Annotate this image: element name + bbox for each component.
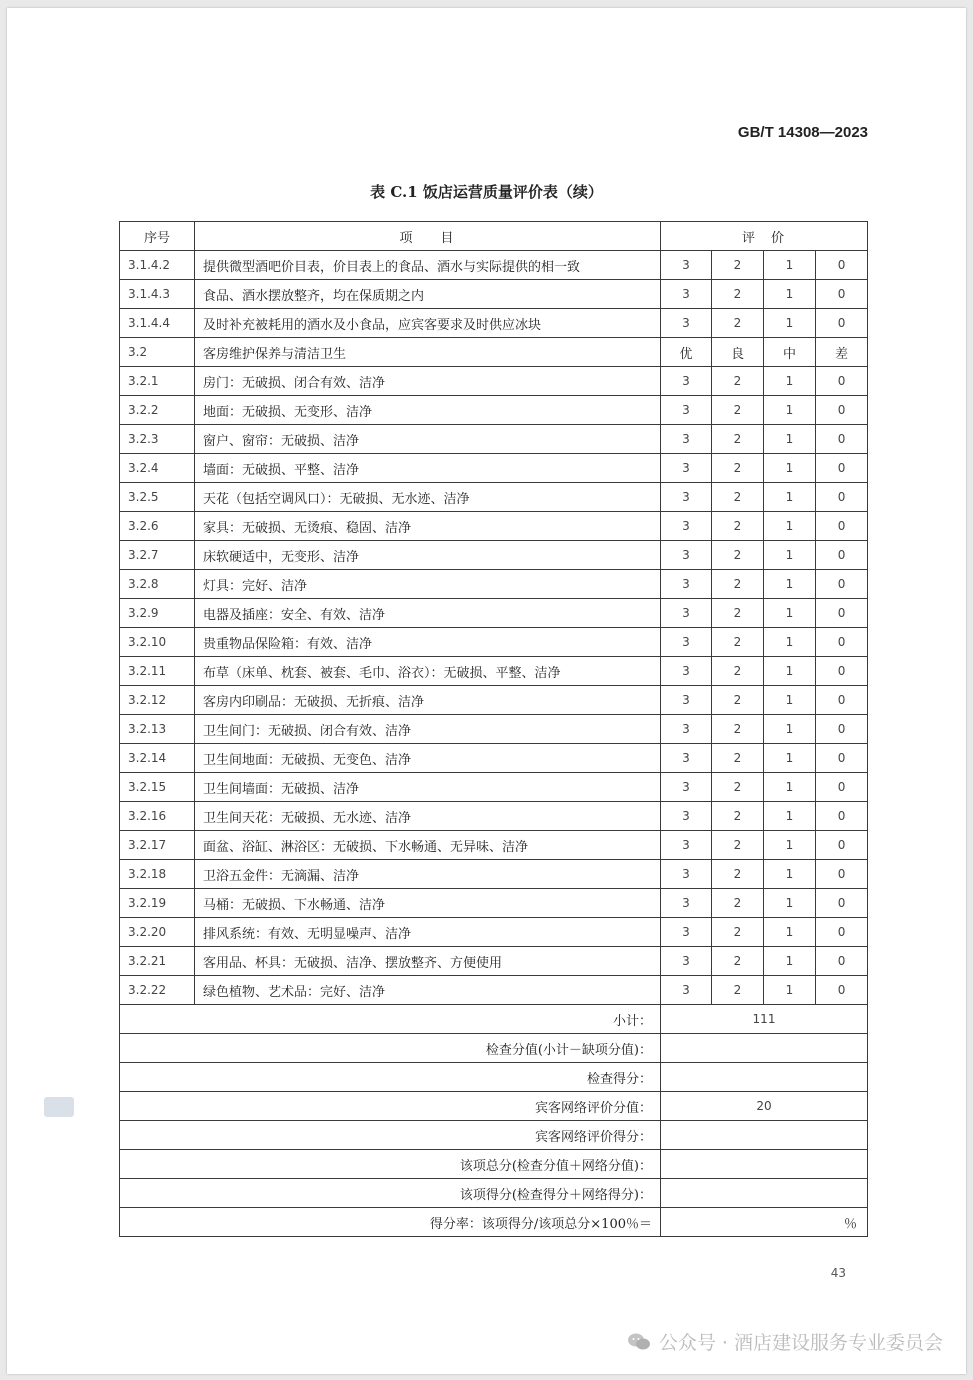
row-item: 灯具：完好、洁净 [195,570,661,599]
score-cell: 1 [764,280,816,309]
row-number: 3.2.10 [120,628,195,657]
score-cell: 0 [816,280,868,309]
table-row [120,686,868,715]
score-cell: 1 [764,367,816,396]
score-cell: 2 [712,657,764,686]
row-item: 墙面：无破损、平整、洁净 [195,454,661,483]
row-number: 3.2.12 [120,686,195,715]
score-cell: 1 [764,570,816,599]
summary-value [661,1034,868,1063]
rating-level: 差 [816,338,868,367]
summary-row [120,1005,868,1034]
score-cell: 1 [764,802,816,831]
score-cell: 3 [661,947,712,976]
watermark-text: 公众号 · 酒店建设服务专业委员会 [658,1332,943,1354]
summary-label: 得分率：该项得分/该项总分×100％＝ [120,1208,661,1237]
table-header-row [120,222,868,251]
row-number: 3.2.19 [120,889,195,918]
rating-level: 中 [764,338,816,367]
score-cell: 3 [661,628,712,657]
summary-value: ％ [661,1208,868,1237]
score-cell: 1 [764,686,816,715]
row-item: 床软硬适中，无变形、洁净 [195,541,661,570]
score-cell: 0 [816,976,868,1005]
row-number: 3.1.4.4 [120,309,195,338]
side-tab-mark [44,1097,74,1117]
table-row [120,773,868,802]
standard-code: GB/T 14308—2023 [737,124,868,141]
score-cell: 3 [661,686,712,715]
rating-level: 优 [661,338,712,367]
score-cell: 1 [764,425,816,454]
row-item: 卫生间地面：无破损、无变色、洁净 [195,744,661,773]
row-item: 地面：无破损、无变形、洁净 [195,396,661,425]
score-cell: 3 [661,802,712,831]
row-item: 排风系统：有效、无明显噪声、洁净 [195,918,661,947]
row-item: 窗户、窗帘：无破损、洁净 [195,425,661,454]
score-cell: 3 [661,512,712,541]
score-cell: 1 [764,715,816,744]
score-cell: 2 [712,599,764,628]
table-row [120,483,868,512]
score-cell: 3 [661,889,712,918]
score-cell: 1 [764,657,816,686]
table-row [120,280,868,309]
summary-value [661,1063,868,1092]
row-item: 提供微型酒吧价目表，价目表上的食品、酒水与实际提供的相一致 [195,251,661,280]
score-cell: 1 [764,773,816,802]
evaluation-table [119,221,868,1237]
table-row [120,628,868,657]
score-cell: 3 [661,280,712,309]
row-item: 贵重物品保险箱：有效、洁净 [195,628,661,657]
score-cell: 0 [816,715,868,744]
score-cell: 0 [816,831,868,860]
score-cell: 3 [661,396,712,425]
summary-row [120,1150,868,1179]
table-row [120,570,868,599]
summary-row [120,1121,868,1150]
row-item: 卫生间门：无破损、闭合有效、洁净 [195,715,661,744]
table-row [120,715,868,744]
watermark [627,1328,943,1355]
score-cell: 1 [764,512,816,541]
score-cell: 2 [712,425,764,454]
score-cell: 0 [816,425,868,454]
table-row [120,396,868,425]
score-cell: 1 [764,599,816,628]
row-number: 3.2.20 [120,918,195,947]
score-cell: 1 [764,251,816,280]
score-cell: 2 [712,454,764,483]
score-cell: 1 [764,483,816,512]
summary-row [120,1179,868,1208]
score-cell: 2 [712,802,764,831]
row-item: 卫生间天花：无破损、无水迹、洁净 [195,802,661,831]
score-cell: 1 [764,744,816,773]
table-row [120,976,868,1005]
score-cell: 1 [764,831,816,860]
score-cell: 1 [764,918,816,947]
score-cell: 3 [661,425,712,454]
summary-row [120,1063,868,1092]
score-cell: 1 [764,396,816,425]
row-number: 3.2.9 [120,599,195,628]
score-cell: 3 [661,831,712,860]
score-cell: 3 [661,251,712,280]
table-row [120,947,868,976]
score-cell: 0 [816,947,868,976]
score-cell: 1 [764,889,816,918]
score-cell: 2 [712,541,764,570]
score-cell: 3 [661,744,712,773]
summary-label: 小计： [120,1005,661,1034]
score-cell: 0 [816,396,868,425]
row-number: 3.2.18 [120,860,195,889]
table-row [120,309,868,338]
row-number: 3.2.11 [120,657,195,686]
row-item: 家具：无破损、无烫痕、稳固、洁净 [195,512,661,541]
row-item: 天花（包括空调风口）：无破损、无水迹、洁净 [195,483,661,512]
row-number: 3.2 [120,338,195,367]
score-cell: 1 [764,976,816,1005]
score-cell: 3 [661,454,712,483]
row-item: 房门：无破损、闭合有效、洁净 [195,367,661,396]
score-cell: 0 [816,367,868,396]
score-cell: 2 [712,918,764,947]
score-cell: 0 [816,744,868,773]
score-cell: 1 [764,309,816,338]
summary-value: 20 [661,1092,868,1121]
table-row [120,425,868,454]
score-cell: 2 [712,396,764,425]
row-item: 客房内印刷品：无破损、无折痕、洁净 [195,686,661,715]
row-item: 面盆、浴缸、淋浴区：无破损、下水畅通、无异味、洁净 [195,831,661,860]
score-cell: 1 [764,454,816,483]
rating-level: 良 [712,338,764,367]
row-number: 3.2.6 [120,512,195,541]
score-cell: 2 [712,512,764,541]
table-row [120,251,868,280]
row-number: 3.2.15 [120,773,195,802]
header-item: 项目 [195,222,661,251]
score-cell: 3 [661,715,712,744]
table-row [120,367,868,396]
summary-label: 该项得分(检查得分＋网络得分)： [120,1179,661,1208]
table-row [120,744,868,773]
table-row [120,541,868,570]
summary-label: 该项总分(检查分值＋网络分值)： [120,1150,661,1179]
row-item: 客用品、杯具：无破损、洁净、摆放整齐、方便使用 [195,947,661,976]
score-cell: 0 [816,251,868,280]
row-number: 3.2.5 [120,483,195,512]
score-cell: 3 [661,918,712,947]
score-cell: 0 [816,599,868,628]
row-number: 3.2.8 [120,570,195,599]
row-number: 3.2.21 [120,947,195,976]
row-number: 3.2.13 [120,715,195,744]
score-cell: 0 [816,773,868,802]
score-cell: 0 [816,686,868,715]
score-cell: 3 [661,976,712,1005]
score-cell: 2 [712,686,764,715]
score-cell: 3 [661,773,712,802]
summary-row [120,1092,868,1121]
row-number: 3.2.22 [120,976,195,1005]
table-row [120,860,868,889]
score-cell: 0 [816,860,868,889]
row-number: 3.2.3 [120,425,195,454]
row-item: 马桶：无破损、下水畅通、洁净 [195,889,661,918]
score-cell: 2 [712,367,764,396]
score-cell: 2 [712,570,764,599]
score-cell: 3 [661,570,712,599]
row-item: 电器及插座：安全、有效、洁净 [195,599,661,628]
table-row [120,802,868,831]
row-number: 3.2.17 [120,831,195,860]
table-title: 表 C.1 饭店运营质量评价表（续） [370,183,603,201]
score-cell: 0 [816,483,868,512]
row-number: 3.1.4.2 [120,251,195,280]
row-number: 3.2.2 [120,396,195,425]
table-section-row [120,338,868,367]
page-number: 43 [830,1266,846,1280]
score-cell: 0 [816,657,868,686]
score-cell: 1 [764,628,816,657]
score-cell: 2 [712,715,764,744]
row-number: 3.2.4 [120,454,195,483]
row-number: 3.2.1 [120,367,195,396]
summary-value [661,1150,868,1179]
row-item: 食品、酒水摆放整齐，均在保质期之内 [195,280,661,309]
summary-row [120,1208,868,1237]
table-row [120,889,868,918]
score-cell: 2 [712,309,764,338]
score-cell: 0 [816,570,868,599]
score-cell: 3 [661,367,712,396]
score-cell: 2 [712,628,764,657]
row-number: 3.1.4.3 [120,280,195,309]
score-cell: 2 [712,483,764,512]
row-number: 3.2.14 [120,744,195,773]
score-cell: 1 [764,860,816,889]
score-cell: 3 [661,860,712,889]
score-cell: 0 [816,309,868,338]
score-cell: 2 [712,947,764,976]
table-row [120,512,868,541]
score-cell: 2 [712,976,764,1005]
row-item: 卫生间墙面：无破损、洁净 [195,773,661,802]
score-cell: 0 [816,802,868,831]
score-cell: 2 [712,889,764,918]
score-cell: 2 [712,280,764,309]
score-cell: 2 [712,773,764,802]
table-row [120,657,868,686]
summary-value: 111 [661,1005,868,1034]
row-item: 卫浴五金件：无滴漏、洁净 [195,860,661,889]
score-cell: 2 [712,251,764,280]
row-number: 3.2.16 [120,802,195,831]
header-no: 序号 [120,222,195,251]
summary-label: 宾客网络评价分值： [120,1092,661,1121]
row-item: 及时补充被耗用的酒水及小食品，应宾客要求及时供应冰块 [195,309,661,338]
score-cell: 3 [661,599,712,628]
score-cell: 1 [764,947,816,976]
summary-label: 检查分值(小计－缺项分值)： [120,1034,661,1063]
score-cell: 3 [661,541,712,570]
table-row [120,599,868,628]
summary-row [120,1034,868,1063]
score-cell: 0 [816,889,868,918]
table-row [120,831,868,860]
score-cell: 0 [816,454,868,483]
summary-value [661,1179,868,1208]
score-cell: 0 [816,512,868,541]
summary-value [661,1121,868,1150]
score-cell: 3 [661,657,712,686]
score-cell: 0 [816,541,868,570]
header-eval: 评价 [661,222,868,251]
row-item: 布草（床单、枕套、被套、毛巾、浴衣）：无破损、平整、洁净 [195,657,661,686]
score-cell: 2 [712,831,764,860]
row-item: 客房维护保养与清洁卫生 [195,338,661,367]
score-cell: 3 [661,483,712,512]
summary-label: 检查得分： [120,1063,661,1092]
row-item: 绿色植物、艺术品：完好、洁净 [195,976,661,1005]
score-cell: 1 [764,541,816,570]
score-cell: 2 [712,744,764,773]
table-row [120,918,868,947]
score-cell: 3 [661,309,712,338]
score-cell: 2 [712,860,764,889]
summary-label: 宾客网络评价得分： [120,1121,661,1150]
score-cell: 0 [816,918,868,947]
row-number: 3.2.7 [120,541,195,570]
wechat-icon [627,1332,651,1352]
score-cell: 0 [816,628,868,657]
table-row [120,454,868,483]
